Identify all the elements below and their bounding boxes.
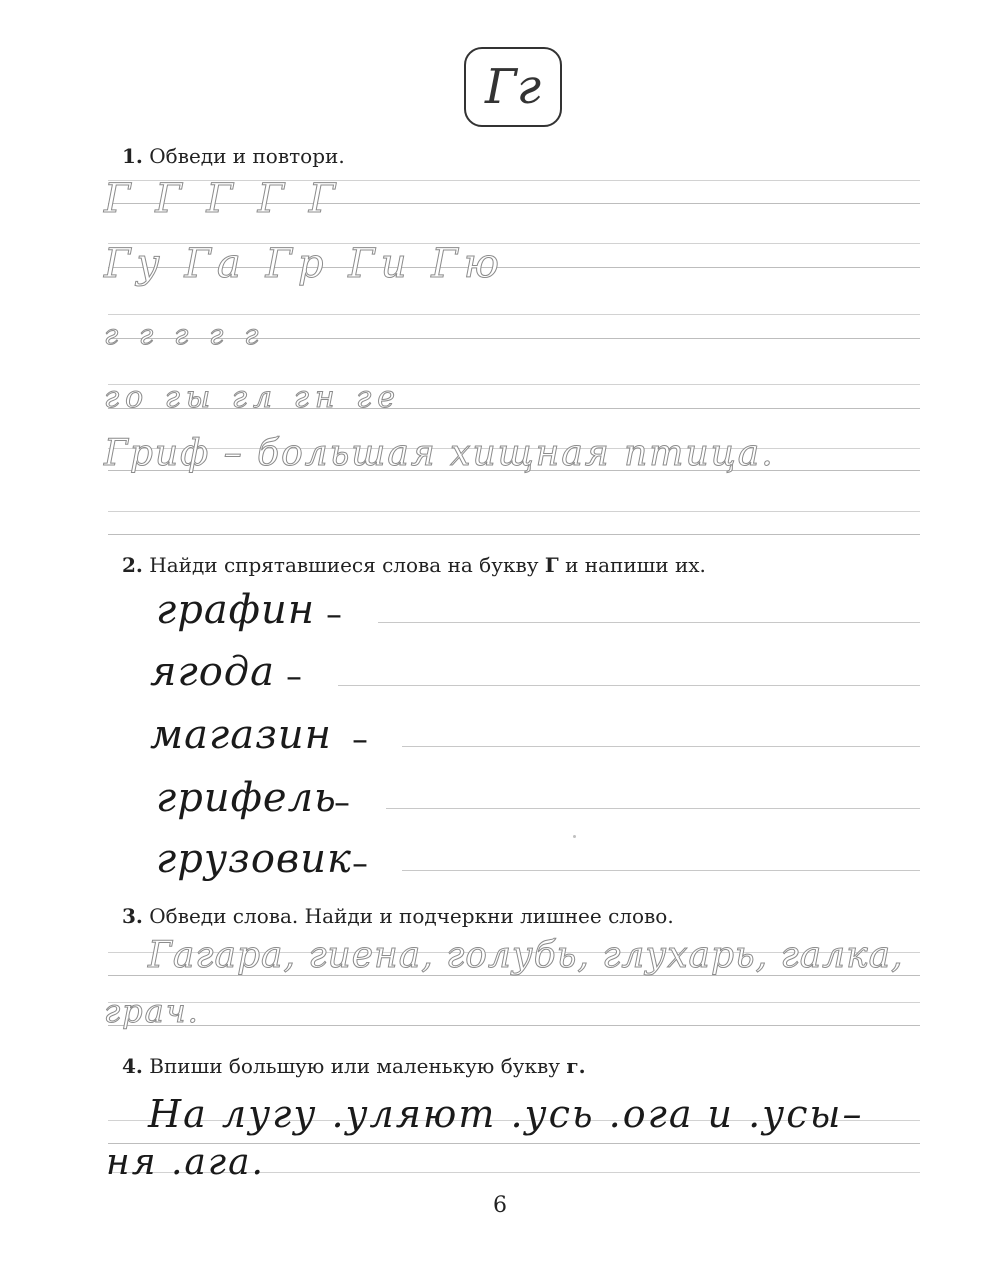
task4-letter: г. bbox=[566, 1054, 586, 1078]
dash: – bbox=[334, 783, 350, 821]
ruling-line bbox=[108, 1025, 920, 1026]
fill-in-sentence-line-1: На лугу .уляют .усь .ога и .усы– bbox=[148, 1092, 864, 1136]
trace-line-4: го гы гл гн ге bbox=[104, 380, 402, 415]
ruling-line bbox=[108, 511, 920, 512]
hidden-word-4: грифель bbox=[156, 775, 337, 821]
paper-speck bbox=[573, 835, 576, 838]
task3-number: 3. bbox=[122, 904, 143, 928]
task1-instruction bbox=[122, 144, 345, 168]
answer-line-3[interactable] bbox=[402, 746, 920, 747]
task2-text-post: и напиши их. bbox=[565, 553, 706, 577]
fill-in-sentence-line-2: ня .ага. bbox=[106, 1142, 265, 1183]
dash: – bbox=[352, 720, 368, 758]
trace-line-2: Гу Га Гр Ги Гю bbox=[104, 241, 505, 287]
trace-line-1: Г Г Г Г Г bbox=[104, 176, 342, 222]
dash: – bbox=[352, 844, 368, 882]
task4-text: Впиши большую или маленькую букву bbox=[149, 1054, 561, 1078]
hidden-word-3: магазин bbox=[150, 712, 332, 758]
hidden-word-2: ягода bbox=[150, 649, 275, 695]
task4-instruction bbox=[122, 1054, 586, 1078]
ruling-line bbox=[108, 534, 920, 535]
task1-number: 1. bbox=[122, 144, 143, 168]
trace-line-3: г г г г г bbox=[104, 318, 265, 351]
header-letter: Гг bbox=[484, 59, 542, 115]
ruling-line bbox=[108, 1002, 920, 1003]
letter-frame bbox=[464, 47, 562, 127]
task2-instruction bbox=[122, 553, 706, 577]
task2-letter: Г bbox=[544, 553, 559, 577]
task2-text-pre: Найди спрятавшиеся слова на букву bbox=[149, 553, 539, 577]
ruling-line bbox=[108, 314, 920, 315]
answer-line-1[interactable] bbox=[378, 622, 920, 623]
answer-line-5[interactable] bbox=[402, 870, 920, 871]
trace-line-5: Гриф – большая хищная птица. bbox=[104, 433, 775, 474]
hidden-word-1: графин bbox=[156, 587, 316, 633]
page-number: 6 bbox=[493, 1193, 507, 1218]
hidden-word-5: грузовик bbox=[156, 836, 352, 882]
trace-words-line-2: грач. bbox=[104, 992, 200, 1030]
task3-instruction bbox=[122, 904, 674, 928]
dash: – bbox=[286, 657, 302, 695]
task2-number: 2. bbox=[122, 553, 143, 577]
dash: – bbox=[326, 595, 342, 633]
answer-line-4[interactable] bbox=[386, 808, 920, 809]
trace-words-line-1: Гагара, гиена, голубь, глухарь, галка, bbox=[148, 935, 904, 976]
task4-number: 4. bbox=[122, 1054, 143, 1078]
task3-text: Обведи слова. Найди и подчеркни лишнее слово. bbox=[149, 904, 674, 928]
task1-text: Обведи и повтори. bbox=[149, 144, 345, 168]
answer-line-2[interactable] bbox=[338, 685, 920, 686]
